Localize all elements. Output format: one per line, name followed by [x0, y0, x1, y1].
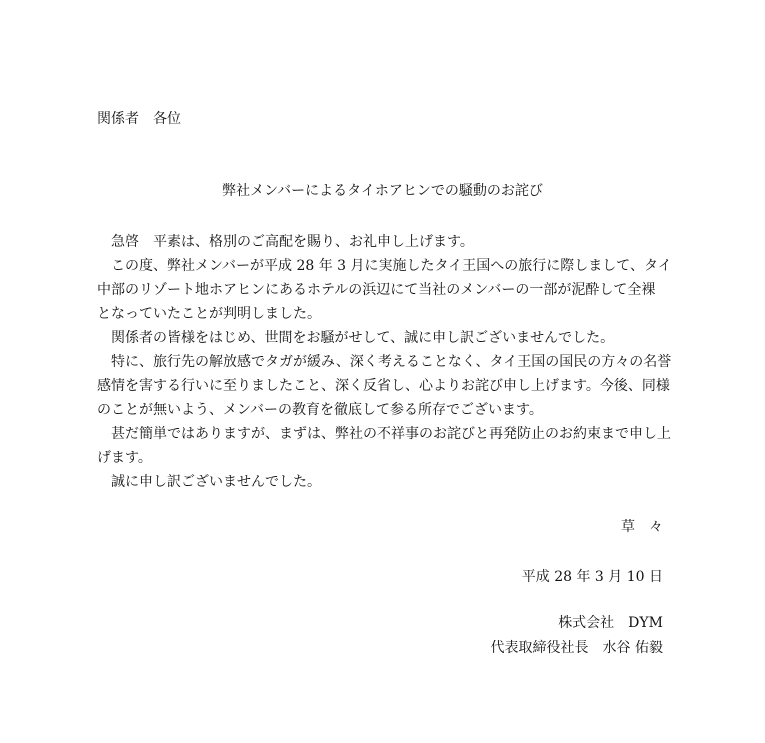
paragraph-incident — [97, 254, 677, 326]
body-line: のことが無いよう、メンバーの教育を徹底して参る所存でございます。 — [97, 402, 543, 418]
paragraph-reflection — [97, 350, 677, 422]
body-line: 甚だ簡単ではありますが、まずは、弊社の不祥事のお詫びと再発防止のお約束まで申し上 — [111, 426, 671, 442]
body-line: 誠に申し訳ございませんでした。 — [111, 474, 321, 490]
body-line: となっていたことが判明しました。 — [97, 306, 321, 322]
body-line: 急啓 平素は、格別のご高配を賜り、お礼申し上げます。 — [111, 234, 474, 250]
body-line: 中部のリゾート地ホアヒンにあるホテルの浜辺にて当社のメンバーの一部が泥酔して全裸 — [97, 282, 656, 298]
addressee: 関係者 各位 — [97, 111, 181, 127]
body-line: 感情を害する行いに至りましたこと、深く反省し、心よりお詫び申し上げます。今後、同様 — [97, 378, 670, 394]
body-line: げます。 — [97, 450, 152, 466]
document-title: 弊社メンバーによるタイホアヒンでの騒動のお詫び — [222, 183, 543, 199]
body-line: この度、弊社メンバーが平成 28 年 3 月に実施したタイ王国への旅行に際しまして、タイ — [111, 258, 672, 274]
body-line: 関係者の皆様をはじめ、世間をお騒がせして、誠に申し訳ございませんでした。 — [111, 330, 615, 346]
paragraph-prevention — [97, 422, 677, 470]
paragraph-final-apology — [97, 470, 677, 494]
letter-date: 平成 28 年 3 月 10 日 — [521, 569, 663, 585]
letter-body — [97, 230, 677, 494]
closing-phrase: 草 々 — [621, 519, 663, 535]
representative-name: 代表取締役社長 水谷 佑毅 — [490, 640, 663, 656]
body-line: 特に、旅行先の解放感でタガが緩み、深く考えることなく、タイ王国の国民の方々の名誉 — [111, 354, 672, 370]
paragraph-apology-public — [97, 326, 677, 350]
company-name: 株式会社 DYM — [558, 615, 663, 631]
paragraph-greeting — [97, 230, 677, 254]
